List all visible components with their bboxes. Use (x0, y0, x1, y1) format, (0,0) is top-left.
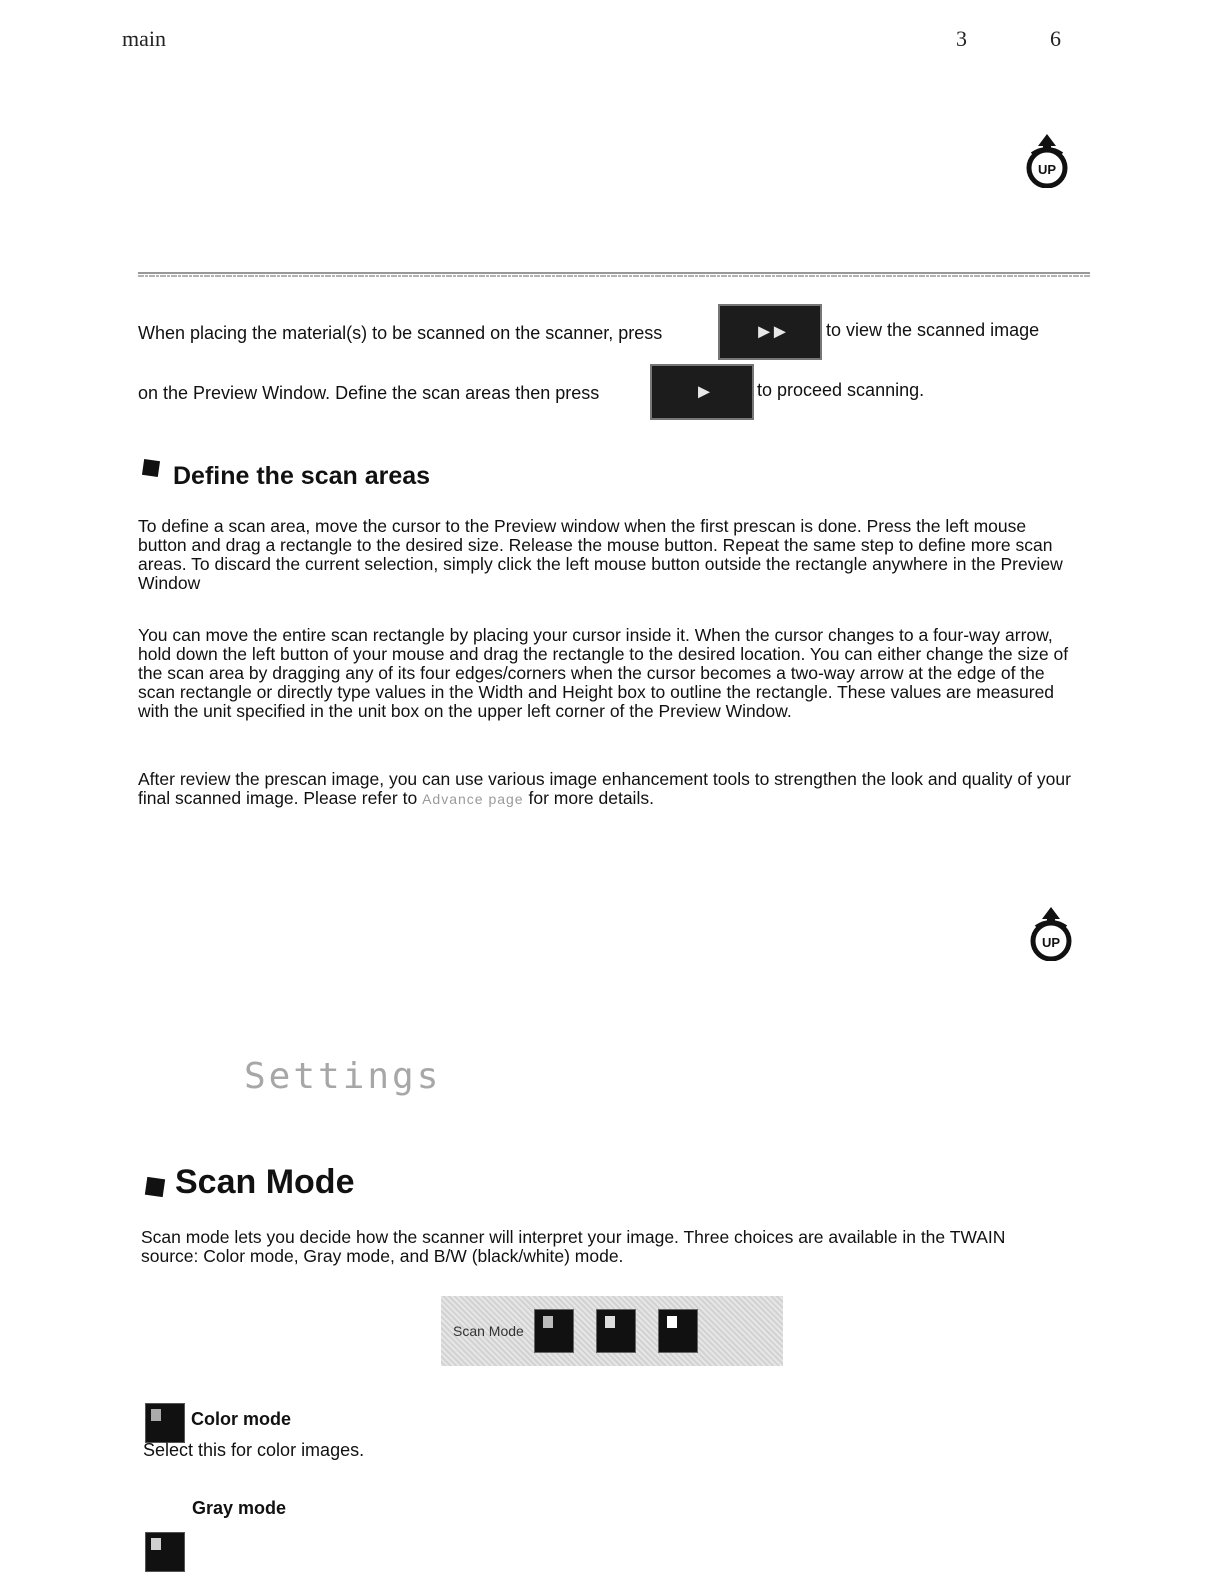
svg-text:UP: UP (1037, 162, 1057, 177)
gray-mode-button[interactable] (596, 1309, 636, 1353)
up-icon[interactable] (1026, 905, 1076, 961)
color-mode-icon (543, 1316, 553, 1328)
bw-mode-button[interactable] (658, 1309, 698, 1353)
bullet-icon (145, 1177, 165, 1197)
intro-line1-after: to view the scanned image (826, 320, 1040, 340)
intro-line2-text: on the Preview Window. Define the scan areas then press (138, 383, 600, 403)
settings-faded-heading: Settings (244, 1056, 442, 1097)
play-icon: ► (694, 380, 710, 403)
define-paragraph-3 (138, 770, 1073, 809)
bw-mode-icon (667, 1316, 677, 1328)
scan-mode-heading: Scan Mode (175, 1163, 355, 1201)
scan-mode-toolbar (441, 1296, 783, 1366)
prescan-button[interactable] (718, 304, 822, 360)
scan-mode-toolbar-label: Scan Mode (453, 1323, 524, 1339)
define-paragraph-3-text: After review the prescan image, you can use various image enhancement tools to strengthen the look and quality of your final scanned image. Please refer to (138, 769, 1071, 808)
define-paragraph-3-after: for more details. (528, 788, 654, 808)
intro-line2-after: to proceed scanning. (757, 380, 925, 400)
define-heading: Define the scan areas (173, 462, 431, 490)
define-paragraph-1: To define a scan area, move the cursor to the Preview window when the first prescan is done. Press the left mouse button and drag a rectangle to the desired size. Release the mouse button. Repeat the same step to define more scan areas. To discard the current selection, simply click the left mouse button outside the rectangle anywhere in the Preview Window (138, 516, 1063, 593)
color-mode-title: Color mode (191, 1409, 292, 1429)
header-label: main (122, 26, 166, 51)
gray-mode-title: Gray mode (192, 1498, 287, 1518)
header-page-a: 3 (956, 26, 967, 51)
section-divider (138, 266, 1090, 274)
bullet-icon (142, 459, 160, 477)
scan-mode-paragraph: Scan mode lets you decide how the scanner will interpret your image. Three choices are available in the TWAIN source: Color mode, Gray mode, and B/W (black/white) mode. (141, 1227, 1006, 1266)
intro-line1-text: When placing the material(s) to be scanned on the scanner, press (138, 323, 663, 343)
header-page-b: 6 (1050, 26, 1061, 51)
scan-button[interactable] (650, 364, 754, 420)
color-mode-icon (145, 1403, 185, 1443)
define-paragraph-2: You can move the entire scan rectangle by placing your cursor inside it. When the cursor changes to a four-way arrow, hold down the left button of your mouse and drag the rectangle to the desired location. You can either change the size of the scan area by dragging any of its four edges/corners when the cursor becomes a two-way arrow at the edge of the scan rectangle or directly type values in the Width and Height box to outline the rectangle. These values are measured with the unit specified in the unit box on the upper left corner of the Preview Window. (138, 625, 1069, 721)
fast-forward-icon: ►► (754, 320, 786, 343)
advance-page-link[interactable]: Advance page (422, 791, 524, 807)
up-icon[interactable] (1022, 132, 1072, 188)
gray-mode-icon (605, 1316, 615, 1328)
gray-mode-icon (145, 1532, 185, 1572)
color-mode-description: Select this for color images. (143, 1440, 365, 1460)
color-mode-button[interactable] (534, 1309, 574, 1353)
svg-text:UP: UP (1041, 935, 1061, 950)
